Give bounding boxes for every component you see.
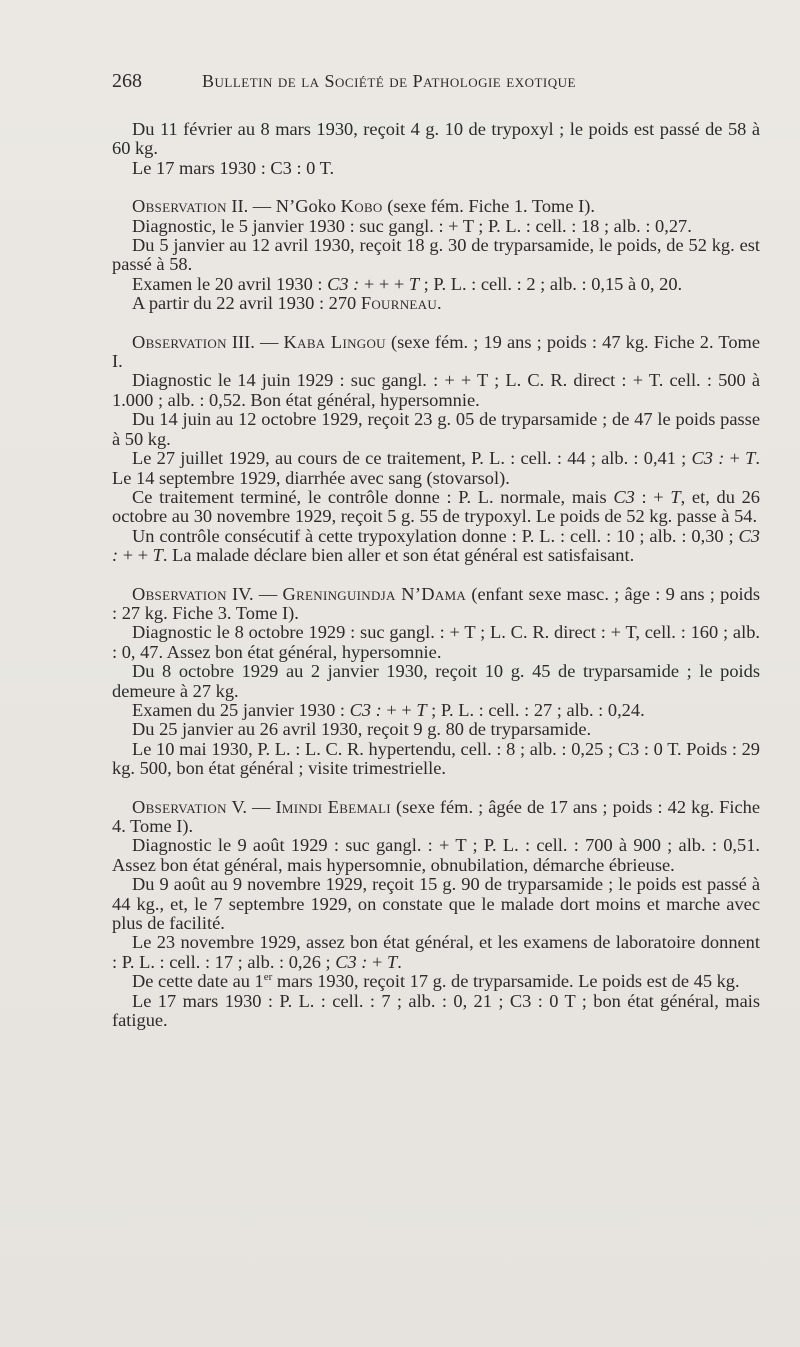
paragraph — [112, 236, 760, 275]
text-run: . — [437, 293, 442, 314]
text-run: ; P. L. : cell. : 27 ; alb. : 0,24. — [426, 699, 645, 720]
paragraph — [112, 120, 760, 159]
text-run: ; P. L. : cell. : 2 ; alb. : 0,15 à 0, 20. — [419, 273, 683, 294]
text-run: III. — — [226, 331, 284, 352]
paragraph — [112, 217, 760, 236]
paragraph — [112, 410, 760, 449]
observation-block — [112, 197, 760, 313]
observation-block — [112, 333, 760, 566]
text-run: . — [397, 951, 402, 972]
paragraph — [112, 585, 760, 624]
text-run: Du 5 janvier au 12 avril 1930, reçoit 18 g. 30 de tryparsamide, le poids, de 52 kg. est passé à 58. — [112, 235, 760, 275]
text-run: (sexe fém. ; 19 ans ; poids : 47 kg. Fiche 2. Tome I. — [112, 331, 760, 372]
italic-text: C3 — [613, 486, 635, 507]
italic-text: C3 : — [335, 951, 368, 972]
text-run: Du 11 février au 8 mars 1930, reçoit 4 g. 10 de trypoxyl ; le poids est passé de 58 à 60 kg. — [112, 119, 760, 159]
page-number: 268 — [112, 70, 142, 92]
paragraph — [112, 740, 760, 779]
text-run: Le 23 novembre 1929, assez bon état général, et les examens de laboratoire donnent : P. L. : cell. : 17 ; alb. : 0,26 ; — [112, 932, 760, 972]
page-header — [112, 70, 760, 98]
text-run: (enfant sexe masc. ; âge : 9 ans ; poids : 27 kg. Fiche 3. Tome I). — [112, 583, 760, 623]
paragraph — [112, 371, 760, 410]
paragraph — [112, 836, 760, 875]
text-run: Du 9 août au 9 novembre 1929, reçoit 15 g. 90 de tryparsamide ; le poids est passé à 44 kg., et, le 7 septembre 1929, on constate que le malade dort moins et marche avec plus de facilité. — [112, 874, 760, 934]
paragraph — [112, 972, 760, 991]
italic-text: T — [416, 699, 427, 720]
text-run: Le 17 mars 1930 : P. L. : cell. : 7 ; alb. : 0, 21 ; C3 : 0 T ; bon état général, mais fatigue. — [112, 990, 760, 1031]
text-run: Du 25 janvier au 26 avril 1930, reçoit 9 g. 80 de tryparsamide. — [132, 719, 592, 740]
body-text — [112, 120, 760, 1030]
continued-observation — [112, 120, 760, 178]
small-caps-text: Fourneau — [360, 293, 438, 314]
superscript: er — [263, 971, 273, 984]
paragraph — [112, 798, 760, 837]
italic-text: T — [408, 273, 420, 294]
small-caps-text: Greninguindja N’Dama — [282, 583, 467, 604]
text-run: Du 8 octobre 1929 au 2 janvier 1930, reçoit 10 g. 45 de tryparsamide ; le poids demeure à 27 kg. — [112, 661, 760, 701]
text-run: II. — N’Goko — [226, 196, 341, 217]
text-run: , et, du 26 octobre au 30 novembre 1929, reçoit 5 g. 55 de trypoxyl. Le poids de 52 kg. passe à 54. — [112, 486, 760, 527]
text-run: Diagnostic le 14 juin 1929 : suc gangl. : + + T ; L. C. R. direct : + T. cell. : 500 à 1.000 ; alb. : 0,52. Bon état général, hypersomnie. — [112, 370, 760, 410]
text-run: + + — [381, 699, 417, 720]
small-caps-text: Kobo — [340, 196, 383, 217]
text-run: + + — [118, 545, 153, 566]
small-caps-text: Observation — [132, 583, 227, 604]
text-run: + — [367, 951, 387, 972]
paragraph — [112, 701, 760, 720]
paragraph — [112, 275, 760, 294]
text-run: Le 17 mars 1930 : C3 : 0 T. — [132, 157, 335, 178]
italic-text: T — [152, 545, 163, 566]
text-run: Du 14 juin au 12 octobre 1929, reçoit 23 g. 05 de tryparsamide ; de 47 le poids passe à 50 kg. — [112, 409, 760, 449]
text-run: Diagnostic le 8 octobre 1929 : suc gangl. : + T ; L. C. R. direct : + T, cell. : 160 ; alb. : 0, 47. Assez bon état général, hypersomnie. — [112, 622, 760, 662]
text-run: + + + — [359, 273, 409, 294]
text-run: Le 10 mai 1930, P. L. : L. C. R. hypertendu, cell. : 8 ; alb. : 0,25 ; C3 : 0 T. Poids : 29 kg. 500, bon état général ; visite trimestrielle. — [112, 738, 760, 779]
paragraph — [112, 197, 760, 216]
paragraph — [112, 159, 760, 178]
paragraph — [112, 527, 760, 566]
text-run: Diagnostic, le 5 janvier 1930 : suc gangl. : + T ; P. L. : cell. : 18 ; alb. : 0,27. — [132, 215, 692, 236]
text-run: V. — — [226, 796, 276, 817]
paragraph — [112, 623, 760, 662]
text-run: De cette date au 1 — [132, 971, 264, 992]
small-caps-text: Imindi Ebemali — [275, 796, 391, 817]
text-run: (sexe fém. Fiche 1. Tome I). — [382, 196, 595, 217]
observation-block — [112, 798, 760, 1031]
paragraph — [112, 933, 760, 972]
running-title: Bulletin de la Société de Pathologie exotique — [202, 71, 576, 91]
observation-block — [112, 585, 760, 779]
paragraph — [112, 662, 760, 701]
italic-text: C3 : — [327, 273, 360, 294]
text-run: . La malade déclare bien aller et son état général est satisfaisant. — [162, 545, 635, 566]
text-run: + — [724, 448, 746, 469]
text-run: Diagnostic le 9 août 1929 : suc gangl. : + T ; P. L. : cell. : 700 à 900 ; alb. : 0,51. Assez bon état général, mais hypersomnie, obnubilation, démarche ébrieuse. — [112, 835, 760, 875]
text-run: A partir du 22 avril 1930 : 270 — [132, 293, 361, 314]
italic-text: C3 : — [349, 699, 382, 720]
text-run: Examen le 20 avril 1930 : — [132, 273, 328, 294]
italic-text: T — [745, 448, 756, 469]
text-run: : + — [634, 486, 671, 507]
text-run: (sexe fém. ; âgée de 17 ans ; poids : 42 kg. Fiche 4. Tome I). — [112, 796, 760, 836]
small-caps-text: Kaba Lingou — [283, 331, 386, 352]
italic-text: T — [670, 486, 681, 507]
paragraph — [112, 333, 760, 372]
paragraph — [112, 992, 760, 1031]
small-caps-text: Observation — [132, 796, 227, 817]
text-run: Ce traitement terminé, le contrôle donne : P. L. normale, mais — [132, 486, 614, 507]
italic-text: C3 : — [691, 448, 725, 469]
italic-text: C3 : — [112, 525, 760, 566]
italic-text: T — [387, 951, 398, 972]
text-run: . Le 14 septembre 1929, diarrhée avec sang (stovarsol). — [112, 448, 760, 488]
text-run: Examen du 25 janvier 1930 : — [132, 699, 350, 720]
paragraph — [112, 449, 760, 488]
paragraph — [112, 294, 760, 313]
paragraph — [112, 488, 760, 527]
text-run: Le 27 juillet 1929, au cours de ce traitement, P. L. : cell. : 44 ; alb. : 0,41 ; — [132, 448, 692, 469]
text-run: mars 1930, reçoit 17 g. de tryparsamide. Le poids est de 45 kg. — [272, 971, 740, 992]
small-caps-text: Observation — [132, 331, 227, 352]
text-run: Un contrôle consécutif à cette trypoxylation donne : P. L. : cell. : 10 ; alb. : 0,30 ; — [132, 525, 739, 546]
text-run: IV. — — [226, 583, 283, 604]
paragraph — [112, 720, 760, 739]
small-caps-text: Observation — [132, 196, 227, 217]
paragraph — [112, 875, 760, 933]
